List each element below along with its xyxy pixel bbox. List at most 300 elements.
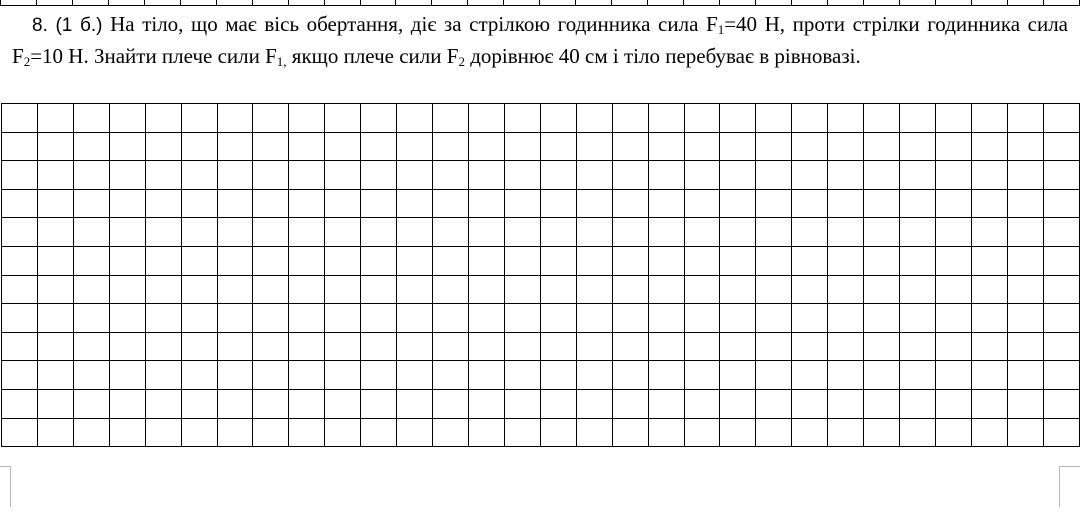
grid-cell[interactable] [1043, 275, 1079, 304]
grid-cell[interactable] [37, 132, 73, 161]
grid-cell[interactable] [325, 132, 361, 161]
grid-cell[interactable] [289, 189, 325, 218]
grid-cell[interactable] [900, 246, 936, 275]
grid-cell[interactable] [433, 104, 469, 133]
grid-cell[interactable] [361, 275, 397, 304]
grid-cell[interactable] [935, 132, 971, 161]
grid-cell[interactable] [1043, 132, 1079, 161]
grid-cell[interactable] [792, 189, 828, 218]
grid-cell[interactable] [181, 161, 217, 190]
grid-cell[interactable] [181, 104, 217, 133]
grid-cell[interactable] [828, 332, 864, 361]
grid-cell[interactable] [1007, 189, 1043, 218]
grid-cell[interactable] [1007, 246, 1043, 275]
grid-cell[interactable] [684, 246, 720, 275]
grid-cell[interactable] [684, 361, 720, 390]
grid-cell[interactable] [900, 132, 936, 161]
grid-cell[interactable] [792, 132, 828, 161]
grid-cell[interactable] [756, 104, 792, 133]
grid-cell[interactable] [145, 161, 181, 190]
grid-cell[interactable] [37, 304, 73, 333]
grid-cell[interactable] [289, 361, 325, 390]
grid-cell[interactable] [648, 161, 684, 190]
grid-cell[interactable] [37, 161, 73, 190]
grid-cell[interactable] [900, 189, 936, 218]
grid-cell[interactable] [504, 275, 540, 304]
grid-cell[interactable] [361, 332, 397, 361]
grid-cell[interactable] [468, 104, 504, 133]
grid-cell[interactable] [433, 161, 469, 190]
grid-cell[interactable] [1043, 161, 1079, 190]
grid-cell[interactable] [217, 304, 253, 333]
grid-cell[interactable] [73, 161, 109, 190]
grid-cell[interactable] [720, 275, 756, 304]
grid-cell[interactable] [2, 304, 38, 333]
grid-cell[interactable] [864, 218, 900, 247]
grid-cell[interactable] [720, 218, 756, 247]
grid-cell[interactable] [792, 275, 828, 304]
grid-cell[interactable] [37, 189, 73, 218]
grid-cell[interactable] [433, 132, 469, 161]
grid-cell[interactable] [576, 246, 612, 275]
grid-cell[interactable] [684, 275, 720, 304]
grid-cell[interactable] [145, 246, 181, 275]
grid-cell[interactable] [971, 132, 1007, 161]
grid-cell[interactable] [971, 275, 1007, 304]
grid-cell[interactable] [900, 304, 936, 333]
grid-cell[interactable] [109, 332, 145, 361]
grid-cell[interactable] [504, 418, 540, 447]
grid-cell[interactable] [864, 161, 900, 190]
grid-cell[interactable] [1043, 361, 1079, 390]
grid-cell[interactable] [361, 389, 397, 418]
grid-cell[interactable] [828, 246, 864, 275]
grid-cell[interactable] [648, 246, 684, 275]
grid-cell[interactable] [828, 218, 864, 247]
grid-cell[interactable] [217, 332, 253, 361]
grid-cell[interactable] [37, 218, 73, 247]
grid-cell[interactable] [73, 132, 109, 161]
grid-cell[interactable] [37, 104, 73, 133]
grid-cell[interactable] [576, 361, 612, 390]
grid-cell[interactable] [1007, 418, 1043, 447]
grid-cell[interactable] [1007, 161, 1043, 190]
grid-cell[interactable] [468, 132, 504, 161]
grid-cell[interactable] [109, 218, 145, 247]
grid-cell[interactable] [468, 304, 504, 333]
grid-cell[interactable] [253, 304, 289, 333]
grid-cell[interactable] [397, 104, 433, 133]
grid-cell[interactable] [756, 389, 792, 418]
grid-cell[interactable] [73, 418, 109, 447]
grid-cell[interactable] [181, 132, 217, 161]
grid-cell[interactable] [971, 418, 1007, 447]
grid-cell[interactable] [109, 246, 145, 275]
grid-cell[interactable] [73, 104, 109, 133]
grid-cell[interactable] [971, 389, 1007, 418]
grid-cell[interactable] [361, 161, 397, 190]
grid-cell[interactable] [756, 361, 792, 390]
grid-cell[interactable] [720, 104, 756, 133]
grid-cell[interactable] [540, 189, 576, 218]
grid-cell[interactable] [576, 304, 612, 333]
grid-cell[interactable] [1043, 389, 1079, 418]
grid-cell[interactable] [900, 104, 936, 133]
grid-cell[interactable] [1043, 332, 1079, 361]
grid-cell[interactable] [684, 132, 720, 161]
grid-cell[interactable] [828, 304, 864, 333]
grid-cell[interactable] [109, 275, 145, 304]
grid-cell[interactable] [684, 304, 720, 333]
grid-cell[interactable] [828, 104, 864, 133]
grid-cell[interactable] [2, 361, 38, 390]
grid-cell[interactable] [720, 304, 756, 333]
grid-cell[interactable] [361, 189, 397, 218]
grid-cell[interactable] [864, 361, 900, 390]
grid-cell[interactable] [612, 275, 648, 304]
grid-cell[interactable] [864, 104, 900, 133]
grid-cell[interactable] [540, 218, 576, 247]
grid-cell[interactable] [181, 246, 217, 275]
grid-cell[interactable] [576, 332, 612, 361]
grid-cell[interactable] [2, 161, 38, 190]
grid-cell[interactable] [1043, 218, 1079, 247]
grid-cell[interactable] [935, 218, 971, 247]
grid-cell[interactable] [935, 189, 971, 218]
grid-cell[interactable] [397, 418, 433, 447]
grid-cell[interactable] [289, 389, 325, 418]
grid-cell[interactable] [612, 418, 648, 447]
grid-cell[interactable] [397, 246, 433, 275]
grid-cell[interactable] [540, 246, 576, 275]
grid-cell[interactable] [900, 418, 936, 447]
grid-cell[interactable] [37, 361, 73, 390]
grid-cell[interactable] [468, 275, 504, 304]
grid-cell[interactable] [756, 332, 792, 361]
grid-cell[interactable] [145, 218, 181, 247]
grid-cell[interactable] [612, 361, 648, 390]
grid-cell[interactable] [935, 418, 971, 447]
grid-cell[interactable] [756, 246, 792, 275]
grid-cell[interactable] [756, 304, 792, 333]
grid-cell[interactable] [720, 132, 756, 161]
grid-cell[interactable] [756, 418, 792, 447]
grid-cell[interactable] [648, 332, 684, 361]
grid-cell[interactable] [217, 189, 253, 218]
grid-cell[interactable] [73, 218, 109, 247]
grid-cell[interactable] [900, 275, 936, 304]
grid-cell[interactable] [2, 218, 38, 247]
grid-cell[interactable] [325, 332, 361, 361]
grid-cell[interactable] [1043, 418, 1079, 447]
grid-cell[interactable] [864, 332, 900, 361]
grid-cell[interactable] [2, 418, 38, 447]
grid-cell[interactable] [468, 161, 504, 190]
grid-cell[interactable] [253, 332, 289, 361]
grid-cell[interactable] [828, 418, 864, 447]
grid-cell[interactable] [181, 389, 217, 418]
grid-cell[interactable] [828, 361, 864, 390]
grid-cell[interactable] [289, 418, 325, 447]
grid-cell[interactable] [1043, 104, 1079, 133]
grid-cell[interactable] [468, 418, 504, 447]
grid-cell[interactable] [935, 389, 971, 418]
grid-cell[interactable] [612, 218, 648, 247]
grid-cell[interactable] [37, 389, 73, 418]
grid-cell[interactable] [433, 246, 469, 275]
grid-cell[interactable] [433, 189, 469, 218]
grid-cell[interactable] [397, 218, 433, 247]
grid-cell[interactable] [720, 189, 756, 218]
grid-cell[interactable] [109, 361, 145, 390]
grid-cell[interactable] [720, 246, 756, 275]
grid-cell[interactable] [828, 275, 864, 304]
grid-cell[interactable] [325, 275, 361, 304]
grid-cell[interactable] [935, 361, 971, 390]
grid-cell[interactable] [73, 189, 109, 218]
grid-cell[interactable] [648, 418, 684, 447]
grid-cell[interactable] [720, 389, 756, 418]
grid-cell[interactable] [971, 189, 1007, 218]
grid-cell[interactable] [289, 246, 325, 275]
grid-cell[interactable] [792, 161, 828, 190]
grid-cell[interactable] [576, 418, 612, 447]
grid-cell[interactable] [73, 304, 109, 333]
grid-cell[interactable] [289, 332, 325, 361]
grid-cell[interactable] [181, 218, 217, 247]
grid-cell[interactable] [935, 304, 971, 333]
grid-cell[interactable] [828, 161, 864, 190]
grid-cell[interactable] [145, 389, 181, 418]
grid-cell[interactable] [253, 189, 289, 218]
grid-cell[interactable] [361, 104, 397, 133]
grid-cell[interactable] [1043, 246, 1079, 275]
grid-cell[interactable] [1007, 104, 1043, 133]
grid-cell[interactable] [397, 189, 433, 218]
grid-cell[interactable] [253, 389, 289, 418]
grid-cell[interactable] [756, 161, 792, 190]
grid-cell[interactable] [612, 161, 648, 190]
grid-cell[interactable] [792, 218, 828, 247]
grid-cell[interactable] [109, 389, 145, 418]
grid-cell[interactable] [289, 132, 325, 161]
grid-cell[interactable] [1007, 132, 1043, 161]
grid-cell[interactable] [145, 304, 181, 333]
grid-cell[interactable] [73, 361, 109, 390]
grid-cell[interactable] [540, 104, 576, 133]
grid-cell[interactable] [612, 304, 648, 333]
grid-cell[interactable] [361, 132, 397, 161]
grid-cell[interactable] [1007, 275, 1043, 304]
grid-cell[interactable] [468, 246, 504, 275]
grid-cell[interactable] [504, 246, 540, 275]
grid-cell[interactable] [792, 304, 828, 333]
grid-cell[interactable] [648, 132, 684, 161]
grid-cell[interactable] [468, 389, 504, 418]
grid-cell[interactable] [935, 275, 971, 304]
grid-cell[interactable] [433, 332, 469, 361]
grid-cell[interactable] [325, 104, 361, 133]
grid-cell[interactable] [145, 132, 181, 161]
grid-cell[interactable] [109, 418, 145, 447]
grid-cell[interactable] [433, 218, 469, 247]
grid-cell[interactable] [109, 104, 145, 133]
grid-cell[interactable] [217, 161, 253, 190]
grid-cell[interactable] [181, 304, 217, 333]
grid-cell[interactable] [217, 104, 253, 133]
grid-cell[interactable] [1007, 332, 1043, 361]
grid-cell[interactable] [145, 104, 181, 133]
grid-cell[interactable] [684, 332, 720, 361]
grid-cell[interactable] [864, 389, 900, 418]
grid-cell[interactable] [648, 304, 684, 333]
grid-cell[interactable] [325, 361, 361, 390]
grid-cell[interactable] [900, 161, 936, 190]
grid-cell[interactable] [612, 246, 648, 275]
grid-cell[interactable] [648, 189, 684, 218]
grid-cell[interactable] [1043, 304, 1079, 333]
grid-cell[interactable] [684, 161, 720, 190]
grid-cell[interactable] [397, 389, 433, 418]
grid-cell[interactable] [145, 361, 181, 390]
grid-cell[interactable] [612, 104, 648, 133]
grid-cell[interactable] [612, 332, 648, 361]
grid-cell[interactable] [433, 275, 469, 304]
grid-cell[interactable] [576, 218, 612, 247]
grid-cell[interactable] [756, 218, 792, 247]
grid-cell[interactable] [684, 104, 720, 133]
grid-cell[interactable] [468, 218, 504, 247]
grid-cell[interactable] [73, 246, 109, 275]
grid-cell[interactable] [864, 132, 900, 161]
grid-cell[interactable] [935, 246, 971, 275]
grid-cell[interactable] [433, 389, 469, 418]
grid-cell[interactable] [2, 132, 38, 161]
grid-cell[interactable] [504, 332, 540, 361]
grid-cell[interactable] [864, 418, 900, 447]
grid-cell[interactable] [145, 332, 181, 361]
grid-cell[interactable] [576, 275, 612, 304]
grid-cell[interactable] [971, 104, 1007, 133]
grid-cell[interactable] [792, 332, 828, 361]
grid-cell[interactable] [2, 104, 38, 133]
grid-cell[interactable] [37, 418, 73, 447]
grid-cell[interactable] [325, 418, 361, 447]
grid-cell[interactable] [648, 389, 684, 418]
grid-cell[interactable] [361, 361, 397, 390]
grid-cell[interactable] [900, 332, 936, 361]
grid-cell[interactable] [325, 161, 361, 190]
grid-cell[interactable] [828, 189, 864, 218]
grid-cell[interactable] [468, 361, 504, 390]
grid-cell[interactable] [576, 104, 612, 133]
grid-cell[interactable] [181, 189, 217, 218]
grid-cell[interactable] [540, 275, 576, 304]
grid-cell[interactable] [397, 132, 433, 161]
grid-cell[interactable] [397, 161, 433, 190]
grid-cell[interactable] [253, 218, 289, 247]
grid-cell[interactable] [2, 275, 38, 304]
grid-cell[interactable] [612, 132, 648, 161]
grid-cell[interactable] [289, 161, 325, 190]
grid-cell[interactable] [325, 218, 361, 247]
grid-cell[interactable] [756, 275, 792, 304]
grid-cell[interactable] [289, 218, 325, 247]
grid-cell[interactable] [37, 332, 73, 361]
grid-cell[interactable] [217, 275, 253, 304]
grid-cell[interactable] [2, 189, 38, 218]
grid-cell[interactable] [540, 389, 576, 418]
grid-cell[interactable] [217, 246, 253, 275]
grid-cell[interactable] [935, 104, 971, 133]
grid-cell[interactable] [792, 389, 828, 418]
grid-cell[interactable] [792, 418, 828, 447]
grid-cell[interactable] [971, 161, 1007, 190]
grid-cell[interactable] [109, 132, 145, 161]
grid-cell[interactable] [971, 332, 1007, 361]
grid-cell[interactable] [433, 418, 469, 447]
grid-cell[interactable] [971, 218, 1007, 247]
grid-cell[interactable] [253, 246, 289, 275]
grid-cell[interactable] [720, 161, 756, 190]
grid-cell[interactable] [971, 304, 1007, 333]
grid-cell[interactable] [181, 361, 217, 390]
grid-cell[interactable] [73, 275, 109, 304]
grid-cell[interactable] [612, 189, 648, 218]
grid-cell[interactable] [361, 218, 397, 247]
grid-cell[interactable] [253, 418, 289, 447]
grid-cell[interactable] [433, 361, 469, 390]
grid-cell[interactable] [576, 161, 612, 190]
grid-cell[interactable] [217, 389, 253, 418]
grid-cell[interactable] [145, 275, 181, 304]
grid-cell[interactable] [217, 218, 253, 247]
grid-cell[interactable] [792, 246, 828, 275]
grid-cell[interactable] [361, 418, 397, 447]
grid-cell[interactable] [540, 132, 576, 161]
grid-cell[interactable] [325, 246, 361, 275]
grid-cell[interactable] [289, 275, 325, 304]
grid-cell[interactable] [2, 389, 38, 418]
grid-cell[interactable] [792, 104, 828, 133]
grid-cell[interactable] [37, 275, 73, 304]
grid-cell[interactable] [864, 246, 900, 275]
grid-cell[interactable] [971, 246, 1007, 275]
answer-grid[interactable] [1, 103, 1080, 447]
grid-cell[interactable] [935, 332, 971, 361]
grid-cell[interactable] [73, 389, 109, 418]
grid-cell[interactable] [540, 332, 576, 361]
grid-cell[interactable] [684, 218, 720, 247]
grid-cell[interactable] [756, 189, 792, 218]
grid-cell[interactable] [145, 189, 181, 218]
grid-cell[interactable] [397, 275, 433, 304]
grid-cell[interactable] [540, 418, 576, 447]
grid-cell[interactable] [648, 104, 684, 133]
grid-cell[interactable] [397, 304, 433, 333]
grid-cell[interactable] [181, 332, 217, 361]
grid-cell[interactable] [504, 189, 540, 218]
grid-cell[interactable] [109, 304, 145, 333]
grid-cell[interactable] [648, 361, 684, 390]
grid-cell[interactable] [37, 246, 73, 275]
grid-cell[interactable] [73, 332, 109, 361]
grid-cell[interactable] [864, 189, 900, 218]
grid-cell[interactable] [253, 275, 289, 304]
grid-cell[interactable] [684, 189, 720, 218]
grid-cell[interactable] [468, 189, 504, 218]
grid-cell[interactable] [1043, 189, 1079, 218]
